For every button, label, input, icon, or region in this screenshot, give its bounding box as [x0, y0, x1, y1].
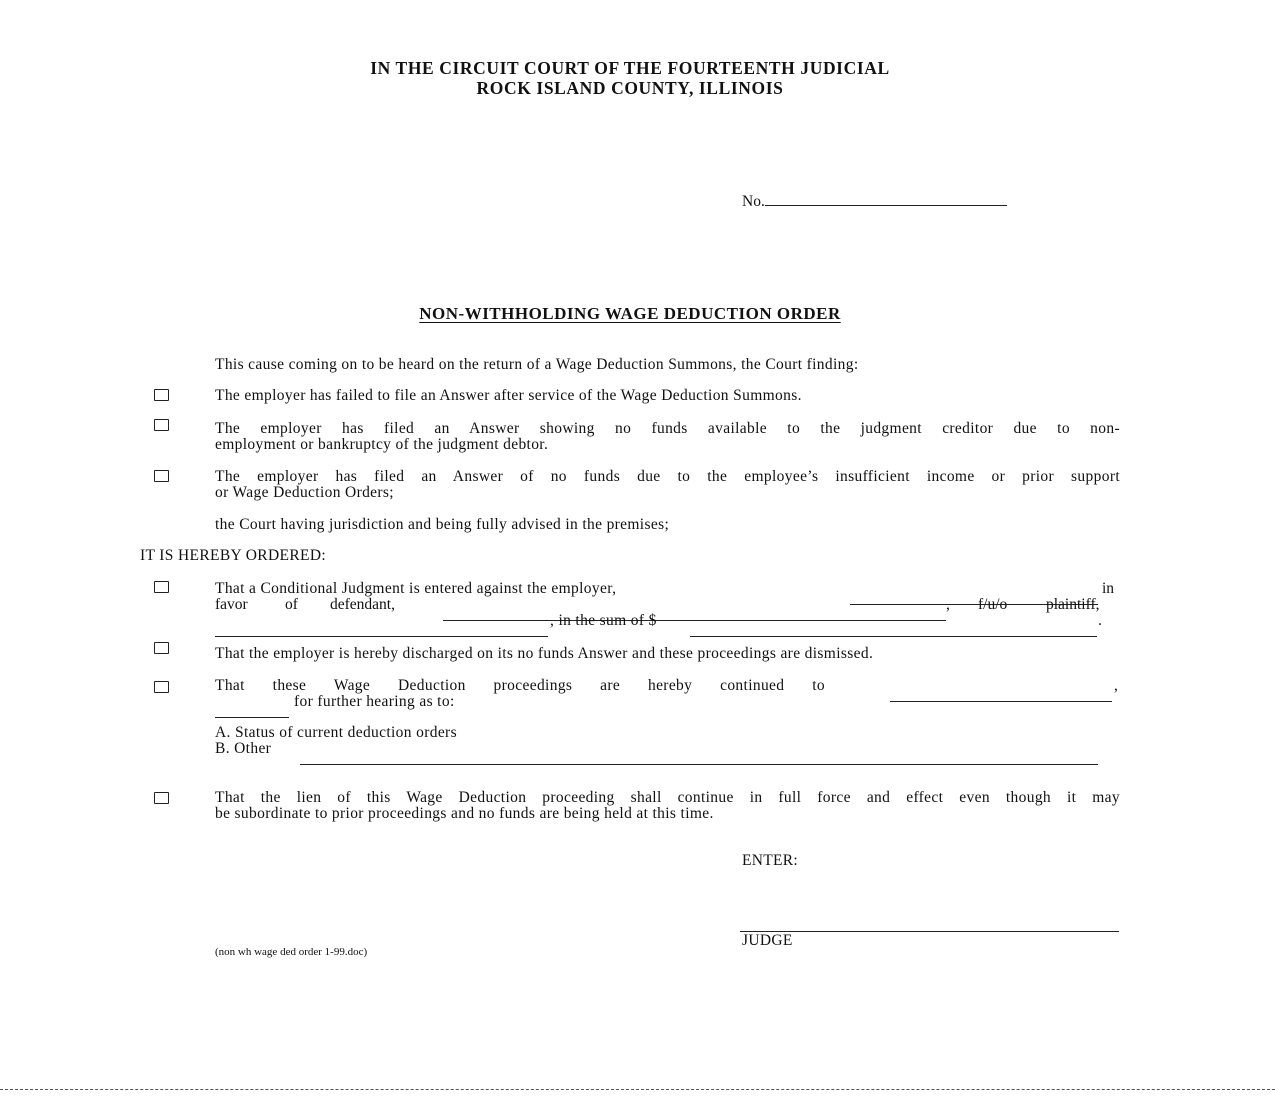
order-1-checkbox[interactable]: [154, 581, 169, 593]
order-2-checkbox[interactable]: [154, 642, 169, 654]
order-4-checkbox[interactable]: [154, 792, 169, 804]
order-1-plaintiff: plaintiff,: [1046, 596, 1100, 613]
order-1-end: .: [1098, 612, 1102, 629]
finding-2-text-line2: employment or bankruptcy of the judgment debtor.: [215, 436, 549, 453]
finding-1-text: The employer has failed to file an Answer after service of the Wage Deduction Summons.: [215, 387, 802, 404]
case-number-line[interactable]: [765, 204, 1007, 206]
hearing-time-line[interactable]: [215, 705, 289, 723]
intro-text: This cause coming on to be heard on the return of a Wage Deduction Summons, the Court finding:: [215, 356, 859, 373]
order-4-text-line2: be subordinate to prior proceedings and no funds are being held at this time.: [215, 805, 714, 822]
court-name-line2: ROCK ISLAND COUNTY, ILLINOIS: [476, 78, 784, 98]
plaintiff-name-line[interactable]: [215, 624, 548, 642]
order-3-item-b: B. Other: [215, 740, 272, 757]
order-3-text: That these Wage Deduction proceedings are hereby continued to: [215, 677, 825, 694]
order-1-of: of: [285, 596, 298, 613]
court-name-line1: IN THE CIRCUIT COURT OF THE FOURTEENTH JUDICIAL: [370, 58, 890, 78]
finding-3-checkbox[interactable]: [154, 470, 169, 482]
finding-3-text-line2: or Wage Deduction Orders;: [215, 484, 394, 501]
order-1-favor: favor: [215, 596, 248, 613]
order-4-text-line1: That the lien of this Wage Deduction proceeding shall continue in full force and effect even though it may: [215, 789, 1120, 806]
judge-signature-line[interactable]: [740, 930, 1119, 932]
other-line[interactable]: [300, 752, 1098, 770]
page-edge-line: [0, 1088, 1275, 1090]
page-title: NON-WITHHOLDING WAGE DEDUCTION ORDER: [419, 304, 841, 323]
case-number-label: No.: [742, 193, 765, 210]
order-3-item-a: A. Status of current deduction orders: [215, 724, 457, 741]
continuance-date-line[interactable]: [890, 689, 1112, 707]
order-1-sum-label: , in the sum of $: [550, 612, 657, 629]
finding-3-text-line1: The employer has filed an Answer of no funds due to the employee’s insufficient income or prior support: [215, 468, 1120, 485]
order-3-checkbox[interactable]: [154, 681, 169, 693]
finding-2-checkbox[interactable]: [154, 419, 169, 431]
finding-2-text-line1: The employer has filed an Answer showing no funds available to the judgment creditor due to non-: [215, 420, 1120, 437]
order-1-text: That a Conditional Judgment is entered against the employer,: [215, 580, 617, 597]
finding-1-checkbox[interactable]: [154, 389, 169, 401]
enter-label: ENTER:: [742, 852, 799, 869]
ordered-heading: IT IS HEREBY ORDERED:: [140, 547, 327, 564]
order-1-in: in: [1102, 580, 1115, 597]
order-2-text: That the employer is hereby discharged on its no funds Answer and these proceedings are dismissed.: [215, 645, 874, 662]
footer-filename: (non wh wage ded order 1-99.doc): [215, 946, 368, 958]
order-1-fuo: f/u/o: [978, 596, 1008, 613]
jurisdiction-text: the Court having jurisdiction and being fully advised in the premises;: [215, 516, 670, 533]
sum-amount-line[interactable]: [690, 624, 1097, 642]
defendant-comma: ,: [946, 596, 950, 613]
judge-label: JUDGE: [742, 932, 793, 949]
order-3-further: for further hearing as to:: [294, 693, 455, 710]
order-3-comma: ,: [1114, 677, 1118, 694]
order-1-defendant: defendant,: [330, 596, 395, 613]
case-number-field[interactable]: [742, 193, 1007, 211]
